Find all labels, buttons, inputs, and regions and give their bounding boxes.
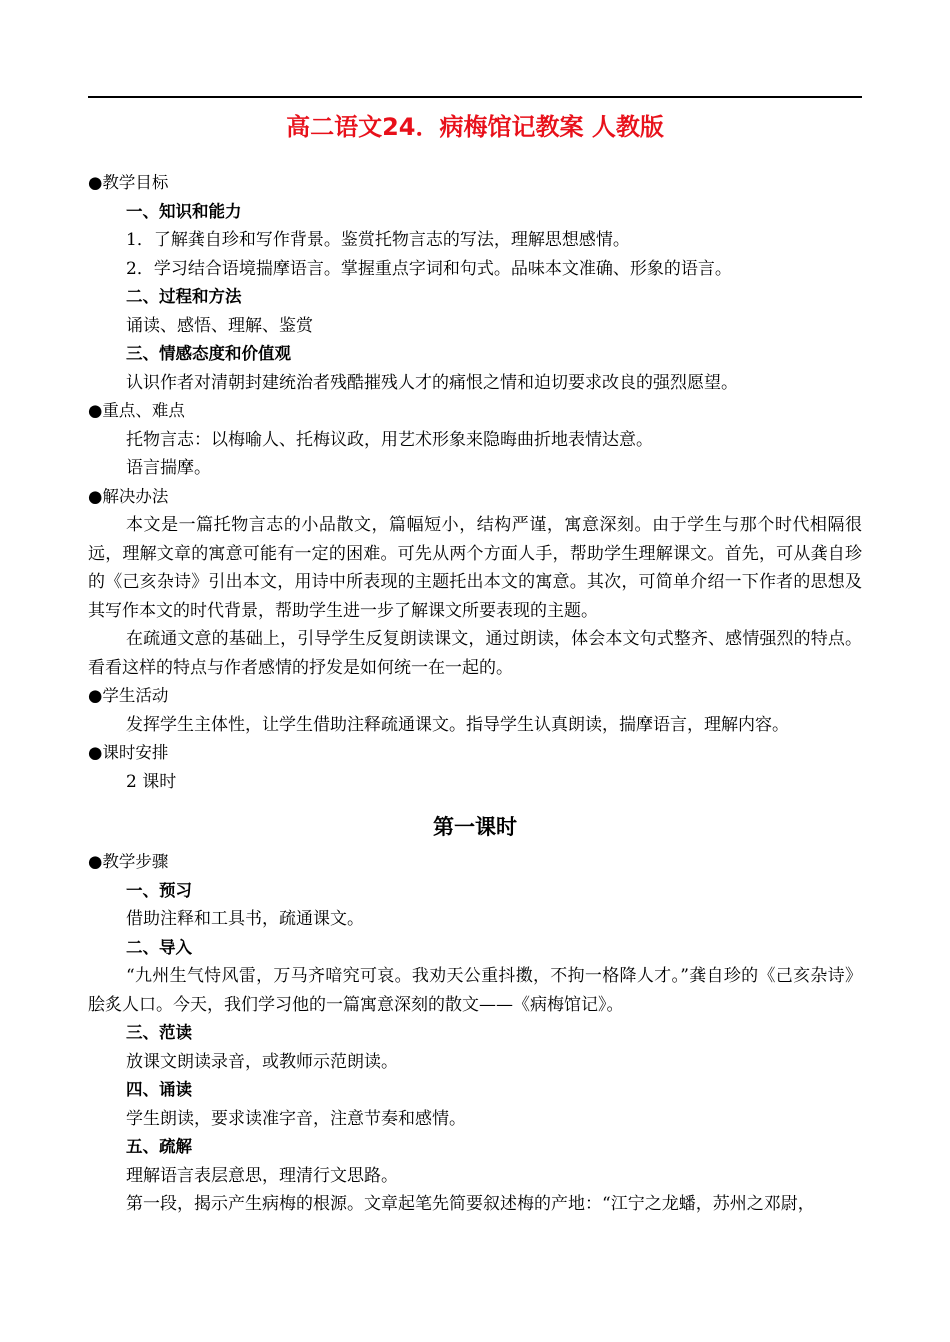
objective-item-2: 2．学习结合语境揣摩语言。掌握重点字词和句式。品味本文准确、形象的语言。 bbox=[126, 258, 732, 279]
objective-item-1: 1．了解龚自珍和写作背景。鉴赏托物言志的写法，理解思想感情。 bbox=[126, 230, 630, 250]
key-point-2: 语言揣摩。 bbox=[126, 458, 211, 478]
subheading-attitude: 三、情感态度和价值观 bbox=[126, 344, 291, 363]
key-point-1: 托物言志：以梅喻人、托梅议政，用艺术形象来隐晦曲折地表情达意。 bbox=[126, 429, 653, 450]
schedule-text: 2 课时 bbox=[126, 771, 177, 792]
step-preview-text: 借助注释和工具书，疏通课文。 bbox=[126, 909, 364, 929]
step-explanation-text-2: 第一段，揭示产生病梅的根源。文章起笔先简要叙述梅的产地：“江宁之龙蟠，苏州之邓尉， bbox=[126, 1194, 815, 1214]
lesson-title: 第一课时 bbox=[433, 815, 517, 839]
solution-paragraph-1: 本文是一篇托物言志的小品散文，篇幅短小，结构严谨，寓意深刻。由于学生与那个时代相隔很远，理解文章的寓意可能有一定的困难。可先从两个方面人手，帮助学生理解课文。首先，可从龚自珍的《己亥杂诗》引出本文，用诗中所表现的主题托出本文的寓意。其次，可简单介绍一下作者的思想及其写作本文的时代背景，帮助学生进一步了解课文所要表现的主题。 bbox=[88, 515, 862, 621]
section-heading-key-points: ●重点、难点 bbox=[88, 401, 185, 420]
solution-paragraph-2: 在疏通文意的基础上，引导学生反复朗读课文，通过朗读，体会本文句式整齐、感情强烈的特点。看看这样的特点与作者感情的抒发是如何统一在一起的。 bbox=[88, 629, 862, 678]
section-heading-schedule: ●课时安排 bbox=[88, 743, 169, 762]
step-intro-heading: 二、导入 bbox=[126, 937, 192, 957]
step-model-reading-text: 放课文朗读录音，或教师示范朗读。 bbox=[126, 1051, 398, 1072]
attitude-text: 认识作者对清朝封建统治者残酷摧残人才的痛恨之情和迫切要求改良的强烈愿望。 bbox=[126, 372, 738, 393]
section-heading-steps: ●教学步骤 bbox=[88, 852, 169, 871]
section-heading-activities: ●学生活动 bbox=[88, 686, 169, 705]
step-explanation-heading: 五、疏解 bbox=[126, 1137, 192, 1156]
process-text: 诵读、感悟、理解、鉴赏 bbox=[126, 315, 313, 336]
step-recitation-text: 学生朗读，要求读准字音，注意节奏和感情。 bbox=[126, 1108, 466, 1129]
step-model-reading-heading: 三、范读 bbox=[126, 1023, 192, 1042]
subheading-process: 二、过程和方法 bbox=[126, 287, 242, 306]
section-heading-solutions: ●解决办法 bbox=[88, 486, 169, 506]
document-body bbox=[88, 169, 862, 1219]
document-title: 高二语文24．病梅馆记教案 人教版 bbox=[286, 113, 664, 141]
section-heading-objectives: ●教学目标 bbox=[88, 173, 169, 192]
step-explanation-text-1: 理解语言表层意思，理清行文思路。 bbox=[126, 1165, 398, 1186]
step-preview-heading: 一、预习 bbox=[126, 880, 192, 900]
activities-text: 发挥学生主体性，让学生借助注释疏通课文。指导学生认真朗读，揣摩语言，理解内容。 bbox=[126, 714, 789, 735]
subheading-knowledge: 一、知识和能力 bbox=[126, 201, 242, 221]
step-intro-text: “九州生气恃风雷，万马齐喑究可哀。我劝天公重抖擞，不拘一格降人才。”龚自珍的《己亥杂诗》脍炙人口。今天，我们学习他的一篇寓意深刻的散文——《病梅馆记》。 bbox=[88, 966, 862, 1015]
header-rule bbox=[88, 96, 862, 98]
step-recitation-heading: 四、诵读 bbox=[126, 1080, 192, 1099]
